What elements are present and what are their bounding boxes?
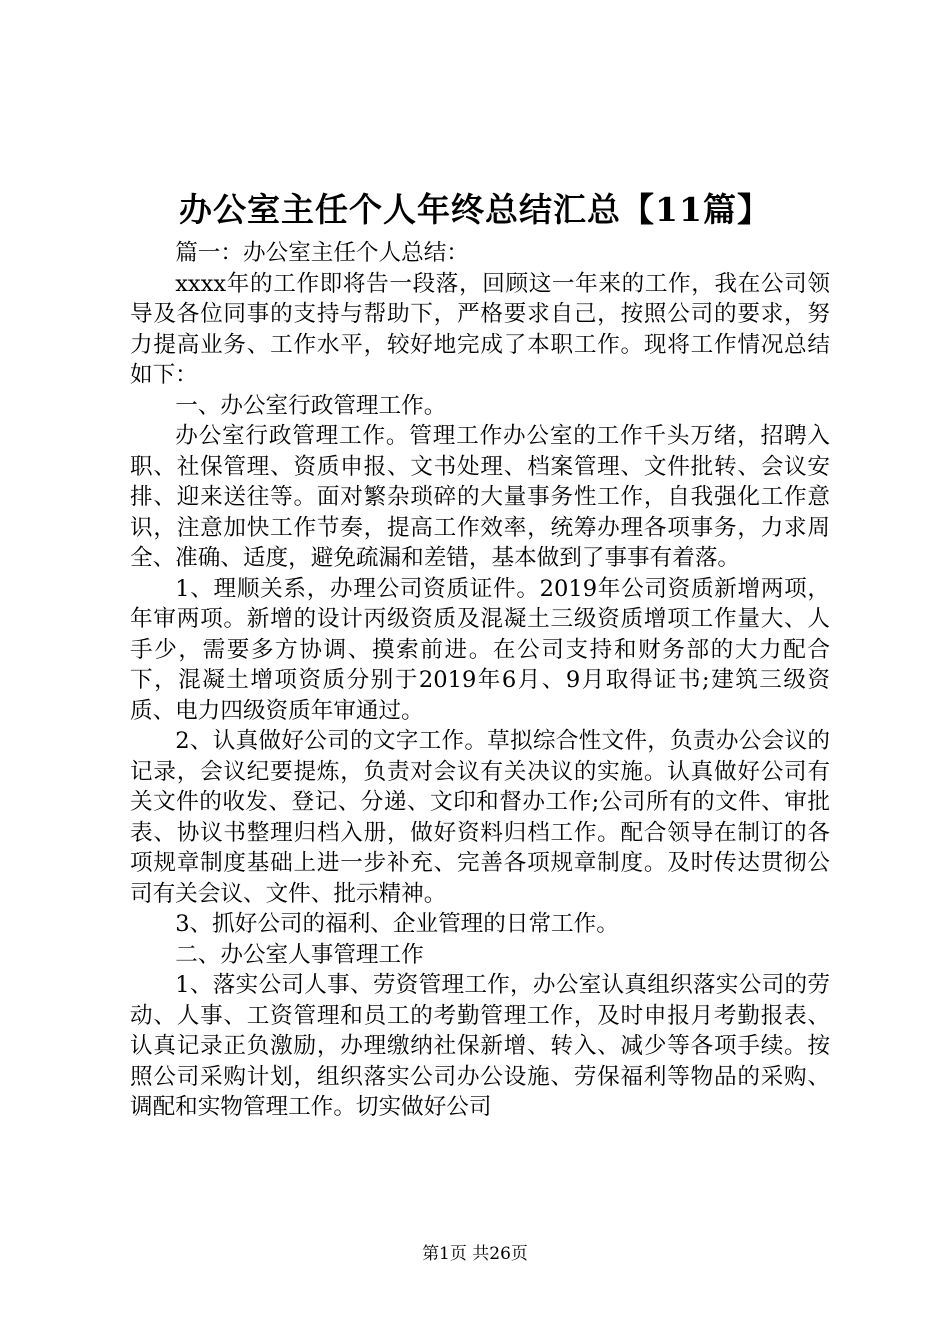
document-body [130,238,830,1123]
paragraph: 1、理顺关系，办理公司资质证件。2019年公司资质新增两项，年审两项。新增的设计丙级资质及混凝土三级资质增项工作量大、人手少，需要多方协调、摸索前进。在公司支持和财务部的大力配合下，混凝土增项资质分别于2019年6月、9月取得证书;建筑三级资质、电力四级资质年审通过。 [130,575,830,724]
paragraph: 3、抓好公司的福利、企业管理的日常工作。 [175,911,619,937]
section-heading: 一、办公室行政管理工作。 [175,392,447,419]
document-title: 办公室主任个人年终总结汇总【11篇】 [179,190,771,229]
paragraph: xxxx年的工作即将告一段落，回顾这一年来的工作，我在公司领导及各位同事的支持与帮助下，严格要求自己，按照公司的要求，努力提高业务、工作水平，较好地完成了本职工作。现将工作情况总结如下： [130,270,830,388]
paragraph: 2、认真做好公司的文字工作。草拟综合性文件，负责办公会议的记录，会议纪要提炼，负责对会议有关决议的实施。认真做好公司有关文件的收发、登记、分递、文印和督办工作;公司所有的文件、审批表、协议书整理归档入册，做好资料归档工作。配合领导在制订的各项规章制度基础上进一步补充、完善各项规章制度。及时传达贯彻公司有关会议、文件、批示精神。 [130,728,830,907]
paragraph: 1、落实公司人事、劳资管理工作，办公室认真组织落实公司的劳动、人事、工资管理和员工的考勤管理工作，及时申报月考勤报表、认真记录正负激励，办理缴纳社保新增、转入、减少等各项手续。按照公司采购计划，组织落实公司办公设施、劳保福利等物品的采购、调配和实物管理工作。切实做好公司 [130,972,830,1120]
section-heading: 二、办公室人事管理工作 [175,941,424,968]
paragraph: 办公室行政管理工作。管理工作办公室的工作千头万绪，招聘入职、社保管理、资质申报、文书处理、档案管理、文件批转、会议安排、迎来送往等。面对繁杂琐碎的大量事务性工作，自我强化工作意识，注意加快工作节奏，提高工作效率，统筹办理各项事务，力求周全、准确、适度，避免疏漏和差错，基本做到了事事有着落。 [130,423,830,571]
section-heading: 篇一：办公室主任个人总结： [175,240,469,266]
page-footer: 第1页 共26页 [422,1244,528,1264]
